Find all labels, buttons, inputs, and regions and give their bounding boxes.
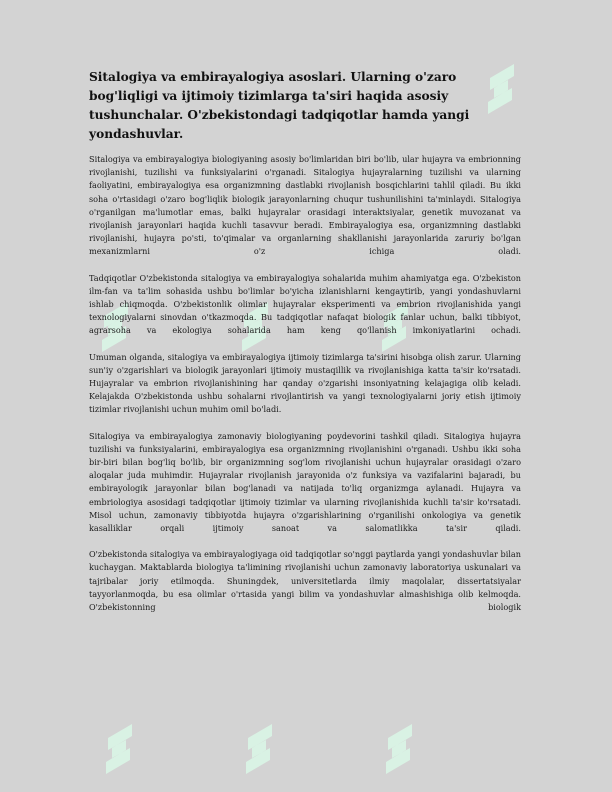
paragraph-social-impact: Umuman olganda, sitalogiya va embirayalogiya ijtimoiy tizimlarga ta'sirini hisobga olish zarur. Ularning sun'iy o'zgarishlari va biologik jarayonlari ijtimoiy mustaqillik va rivojlanishiga katta ta'sir ko'rsatadi. Hujayralar va embrion rivojlanishining har qanday o'zgarishi insoniyatning kelajagiga olib keladi. Kelajakda O'zbekistonda ushbu sohalarni rivojlantirish va yangi texnologiyalarni joriy etish ijtimoiy tizimlar rivojlanishi uchun muhim omil bo'ladi. [89, 351, 521, 415]
paragraph-uzbek-research: Tadqiqotlar O'zbekistonda sitalogiya va embirayalogiya sohalarida muhim ahamiyatga ega. O'zbekiston ilm-fan va ta'lim sohasida ushbu bo'limlar bo'yicha izlanishlarni kengaytirib, yangi yondashuvlarni ishlab chiqmoqda. O'zbekistonlik olimlar hujayralar eksperimenti va embrion rivojlanishida yangi texnologiyalarni sinovdan o'tkazmoqda. Bu tadqiqotlar nafaqat biologik fanlar uchun, balki tibbiyot, agrarsoha va ekologiya sohalarida ham keng qo'llanish imkoniyatlarini ochadi. [89, 272, 521, 336]
sof-logo-icon [236, 720, 282, 778]
paragraph-intro: Sitalogiya va embirayalogiya biologiyaning asosiy bo'limlaridan biri bo'lib, ular hujayra va embrionning rivojlanishi, tuzilishi va funksiyalarini o'rganadi. Sitalogiya hujayralarning tuzilishi va ularning faoliyatini, embirayalogiya esa organizmning dastlabki rivojlanish bosqichlarini tahlil qiladi. Bu ikki soha o'rtasidagi o'zaro bog'liqlik biologik jarayonlarning chuqur tushunilishini ta'minlaydi. Sitalogiya o'rganilgan ma'lumotlar emas, balki hujayralar orasidagi interaktsiyalar, genetik muvozanat va rivojlanish jarayonlari haqida kuchli tasavvur beradi. Embirayalogiya esa, organizmning dastlabki rivojlanishi, hujayra po'sti, to'qimalar va organlarning shakllanishi jarayonlarida zaruriy bo'lgan mexanizmlarni o'z ichiga oladi. [89, 154, 521, 257]
sof-logo-icon [376, 720, 422, 778]
document-body [89, 68, 521, 627]
paragraph-new-approaches: O'zbekistonda sitalogiya va embirayalogiyaga oid tadqiqotlar so'nggi paytlarda yangi yondashuvlar bilan kuchaygan. Maktablarda biologiya ta'limining rivojlanishi uchun zamonaviy laboratoriya uskunalari va tajribalar joriy etilmoqda. Shuningdek, universitetlarda ilmiy maqolalar, dissertatsiyalar tayyorlanmoqda, bu esa olimlar o'rtasida yangi bilim va yondashuvlar almashishiga olib kelmoqda. O'zbekistonning biologik [89, 549, 521, 613]
document-title: Sitalogiya va embirayalogiya asoslari. Ularning o'zaro bog'liqligi va ijtimoiy tizimlarga ta'siri haqida asosiy tushunchalar. O'zbekistondagi tadqiqotlar hamda yangi yondashuvlar. [89, 70, 470, 141]
sof-logo-icon [96, 720, 142, 778]
paragraph-foundation: Sitalogiya va embirayalogiya zamonaviy biologiyaning poydevorini tashkil qiladi. Sitalogiya hujayra tuzilishi va funksiyalarini, embirayalogiya esa organizmning rivojlanishini o'rganadi. Ushbu ikki soha bir-biri bilan bog'liq bo'lib, bir organizmning sog'lom rivojlanishi uchun hujayralar orasidagi o'zaro aloqalar juda muhimdir. Hujayralar rivojlanish jarayonida o'z funksiya va vazifalarini bajaradi, bu embirayologik jarayonlar bilan bog'lanadi va natijada to'liq organizmga aylanadi. Hujayra va embriologiya asosidagi tadqiqotlar ijtimoiy tizimlar va ularning rivojlanishida kuchli ta'sir ko'rsatadi. Misol uchun, zamonaviy tibbiyotda hujayra o'zgarishlarining o'rganilishi onkologiya va genetik kasalliklar orqali ijtimoiy sanoat va salomatlikka ta'sir qiladi. [89, 430, 521, 534]
